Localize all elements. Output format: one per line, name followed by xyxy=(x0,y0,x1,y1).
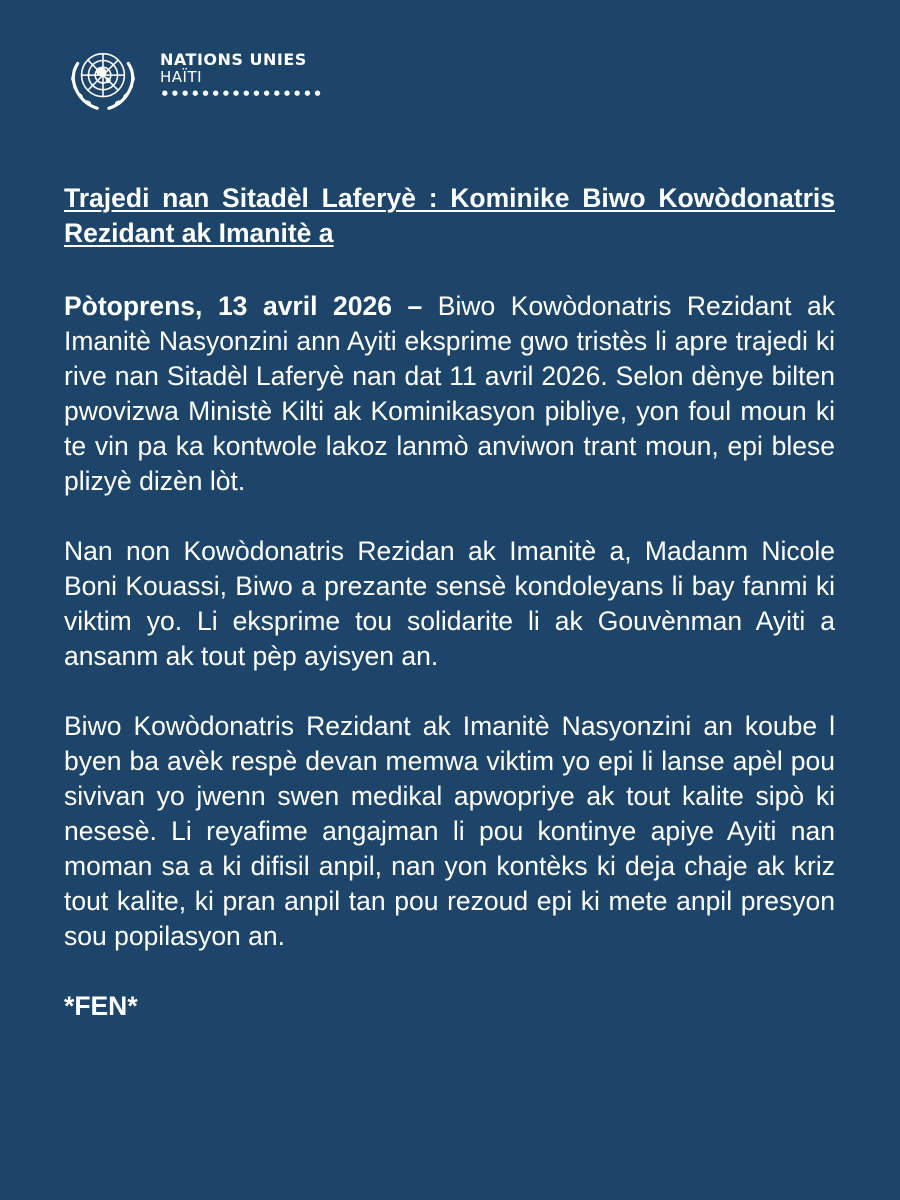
paragraph-1-text: Biwo Kowòdonatris Rezidant ak Imanitè Nasyonzini ann Ayiti eksprime gwo tristès li apre trajedi ki rive nan Sitadèl Laferyè nan dat 11 avril 2026. Selon dènye bilten pwovizwa Ministè Kilti ak Kominikasyon pibliye, yon foul moun ki te vin pa ka kontwole lakoz lanmò anviwon trant moun, epi blese plizyè dizèn lòt. xyxy=(64,291,835,496)
paragraph-3: Biwo Kowòdonatris Rezidant ak Imanitè Nasyonzini an koube l byen ba avèk respè devan memwa viktim yo epi li lanse apèl pou sivivan yo jwenn swen medikal apwopriye ak tout kalite sipò ki nesesè. Li reyafime angajman li pou kontinye apiye Ayiti nan moman sa a ki difisil anpil, nan yon kontèks ki deja chaje ak kriz tout kalite, ki pran anpil tan pou rezoud epi ki mete anpil presyon sou popilasyon an. xyxy=(64,711,835,951)
org-name: NATIONS UNIES xyxy=(160,50,307,69)
org-country: HAÏTI xyxy=(160,68,203,86)
org-text xyxy=(160,50,323,104)
end-marker: *FEN* xyxy=(64,991,138,1021)
dateline: Pòtoprens, 13 avril 2026 – xyxy=(64,291,423,321)
decorative-dots: •••••••••••••••• xyxy=(160,85,323,103)
page-title: Trajedi nan Sitadèl Laferyè : Kominike Biwo Kowòdonatris Rezidant ak Imanitè a xyxy=(64,183,835,248)
un-emblem-icon xyxy=(64,42,142,118)
paragraph-1 xyxy=(64,289,835,499)
paragraph-2: Nan non Kowòdonatris Rezidan ak Imanitè a, Madanm Nicole Boni Kouassi, Biwo a prezante sensè kondoleyans li bay fanmi ki viktim yo. Li eksprime tou solidarite li ak Gouvènman Ayiti a ansanm ak tout pèp ayisyen an. xyxy=(64,536,835,671)
org-header xyxy=(64,42,323,118)
press-release-body xyxy=(64,181,835,1024)
